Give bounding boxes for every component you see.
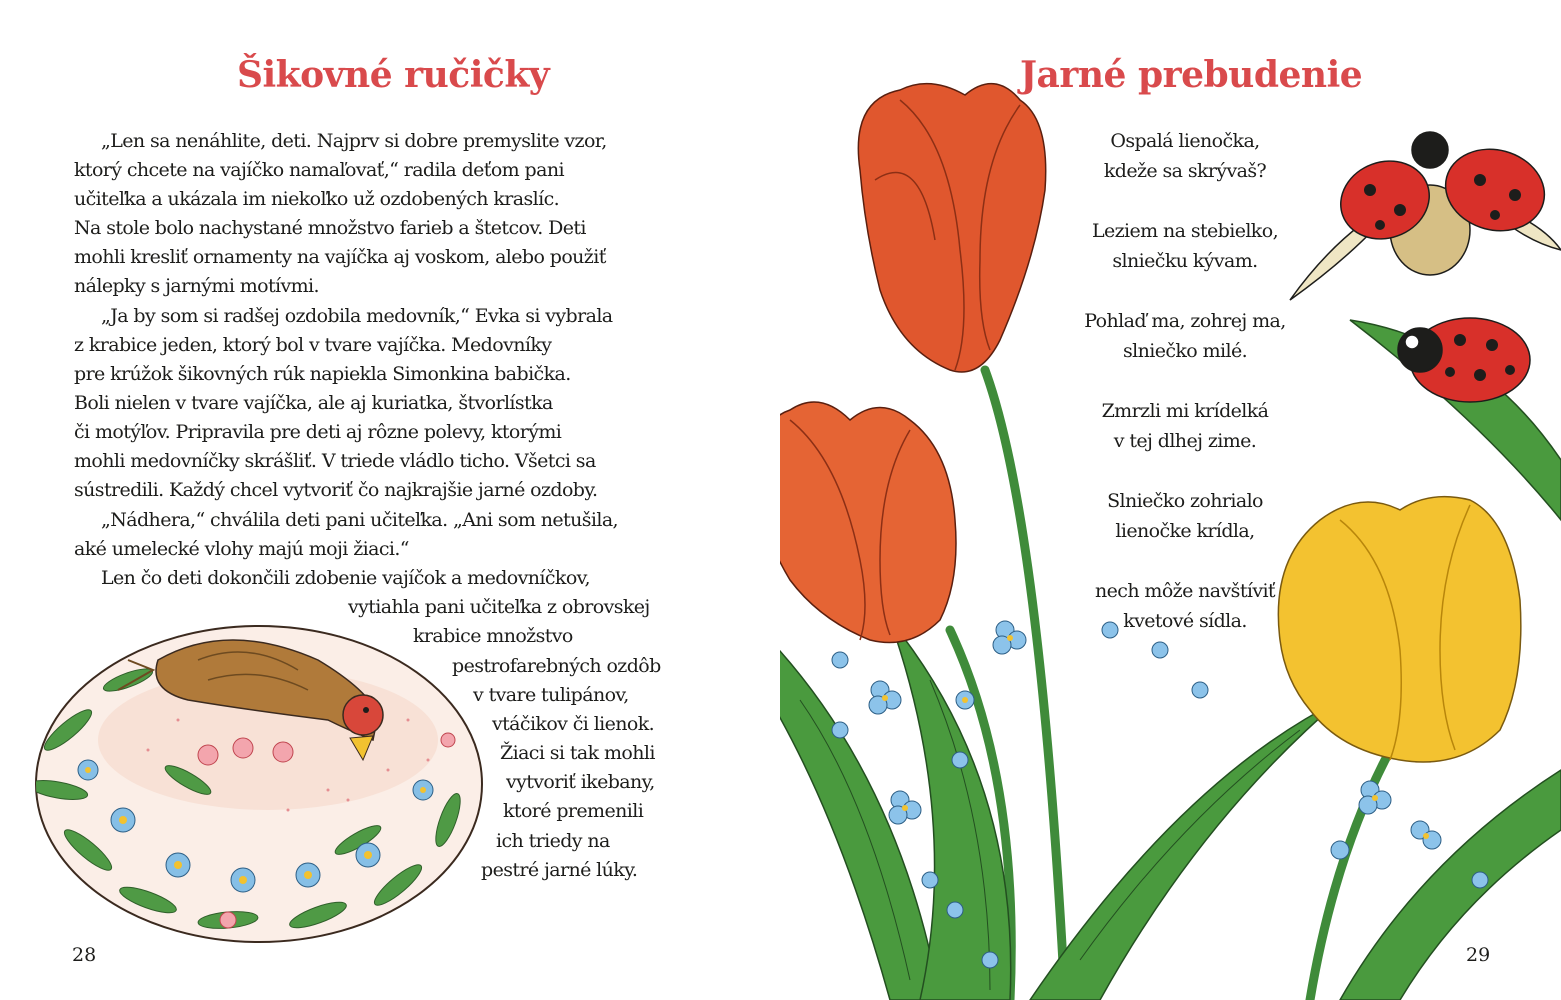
poem-line: slniečku kývam. (1112, 250, 1258, 272)
red-tulip-icon (858, 84, 1045, 372)
poem-line: slniečko milé. (1122, 340, 1248, 362)
poem-line: nech môže navštíviť (1095, 580, 1275, 602)
story-line: pestrofarebných ozdôb (452, 655, 661, 677)
story-title: Šikovné ručičky (237, 54, 550, 96)
story-line: krabice množstvo (413, 625, 573, 647)
story-line: v tvare tulipánov, (473, 684, 629, 706)
poem-stanza (1040, 126, 1330, 186)
poem-line: Ospalá lienočka, (1110, 130, 1260, 152)
left-page (0, 0, 780, 1000)
story-line: z krabice jeden, ktorý bol v tvare vajíčka. Medovníky (74, 334, 552, 356)
poem-line: v tej dlhej zime. (1113, 430, 1257, 452)
flying-ladybug-icon (1290, 132, 1561, 300)
poem-stanza (1040, 576, 1330, 636)
poem-line: Leziem na stebielko, (1091, 220, 1279, 242)
story-line: nálepky s jarnými motívmi. (74, 275, 319, 297)
poem-stanza (1040, 396, 1330, 456)
story-line: mohli kresliť ornamenty na vajíčka aj voskom, alebo použiť (74, 246, 606, 268)
story-line: pestré jarné lúky. (481, 859, 638, 881)
poem-line: Pohlaď ma, zohrej ma, (1084, 310, 1286, 332)
story-line: aké umelecké vlohy majú moji žiaci.“ (74, 538, 409, 560)
story-line: učiteľka a ukázala im niekoľko už ozdobených kraslíc. (74, 188, 560, 210)
story-line: vytiahla pani učiteľka z obrovskej (348, 596, 650, 618)
poem-stanza (1040, 486, 1330, 546)
story-line: Na stole bolo nachystané množstvo farieb a štetcov. Deti (74, 217, 586, 239)
poem-title: Jarné prebudenie (1020, 54, 1363, 96)
story-line: „Ja by som si radšej ozdobila medovník,“ Evka si vybrala (101, 305, 613, 327)
poem (1040, 126, 1330, 666)
story-line: či motýľov. Pripravila pre deti aj rôzne polevy, ktorými (74, 421, 562, 443)
story-line: ich triedy na (496, 830, 610, 852)
story-line: Len čo deti dokončili zdobenie vajíčok a medovníčkov, (101, 567, 590, 589)
right-page (780, 0, 1561, 1000)
sitting-ladybug-icon (1398, 318, 1530, 402)
story-line: vtáčikov či lienok. (492, 713, 655, 735)
story-line: „Nádhera,“ chválila deti pani učiteľka. „Ani som netušila, (101, 509, 618, 531)
story-line: Boli nielen v tvare vajíčka, ale aj kuriatka, štvorlístka (74, 392, 553, 414)
story-line: pre krúžok šikovných rúk napiekla Simonkina babička. (74, 363, 571, 385)
story-line: „Len sa nenáhlite, deti. Najprv si dobre premyslite vzor, (101, 130, 607, 152)
story-line: ktoré premenili (503, 800, 644, 822)
page-number: 29 (1466, 944, 1491, 966)
story-line: vytvoriť ikebany, (506, 771, 655, 793)
story-line: mohli medovníčky skrášliť. V triede vládlo ticho. Všetci sa (74, 450, 596, 472)
poem-stanza (1040, 216, 1330, 276)
poem-line: Slniečko zohrialo (1107, 490, 1263, 512)
poem-line: lienočke krídla, (1115, 520, 1255, 542)
red-tulip-icon (780, 402, 956, 643)
poem-line: kdeže sa skrývaš? (1103, 160, 1267, 182)
poem-line: Zmrzli mi krídelká (1101, 400, 1269, 422)
easter-egg-illustration (28, 620, 490, 948)
story-line: sústredili. Každý chcel vytvoriť čo najkrajšie jarné ozdoby. (74, 479, 598, 501)
poem-stanza (1040, 306, 1330, 366)
story-line: ktorý chcete na vajíčko namaľovať,“ radila deťom pani (74, 159, 564, 181)
page-number: 28 (72, 944, 97, 966)
poem-line: kvetové sídla. (1123, 610, 1247, 632)
story-line: Žiaci si tak mohli (500, 742, 655, 764)
